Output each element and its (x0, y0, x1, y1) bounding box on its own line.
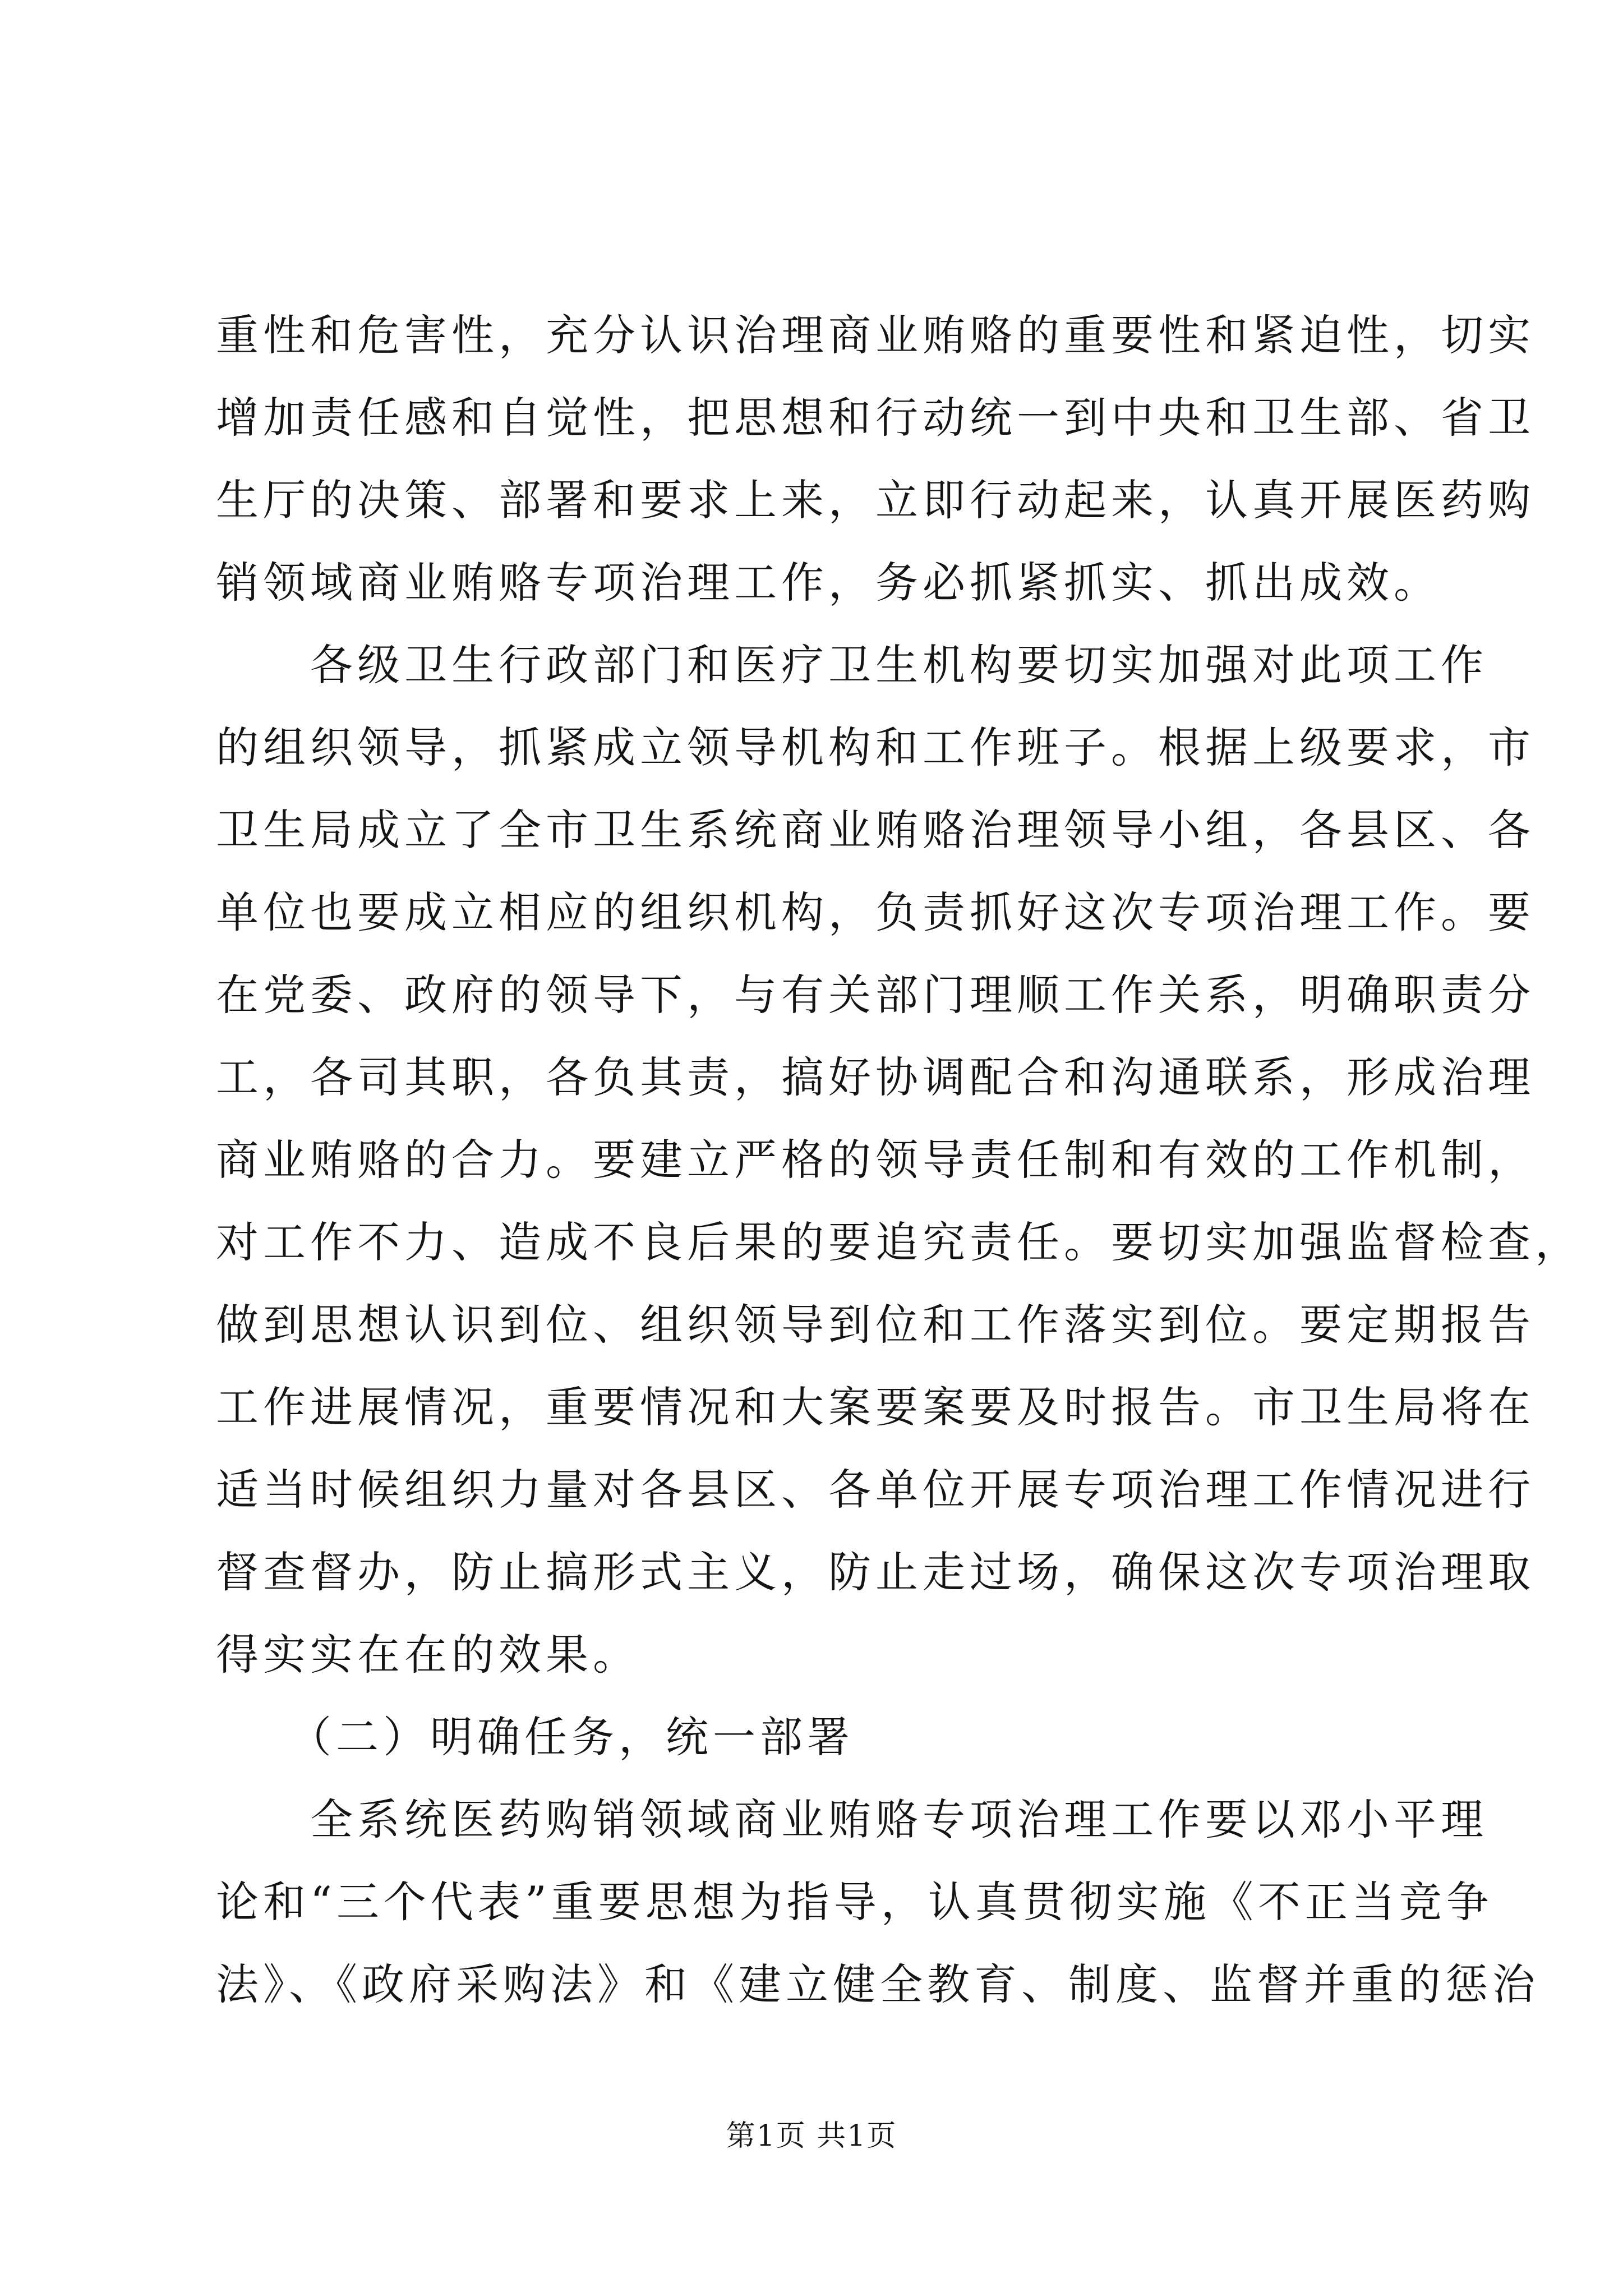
text-line: 工，各司其职，各负其责，搞好协调配合和沟通联系，形成治理 (216, 1052, 1535, 1102)
text-line: 卫生局成立了全市卫生系统商业贿赂治理领导小组，各县区、各 (216, 805, 1535, 855)
text-line: 对工作不力、造成不良后果的要追究责任。要切实加强监督检查， (216, 1217, 1582, 1267)
text-line: 工作进展情况，重要情况和大案要案要及时报告。市卫生局将在 (216, 1382, 1535, 1432)
text-line: 各级卫生行政部门和医疗卫生机构要切实加强对此项工作 (216, 640, 1488, 690)
text-line: 单位也要成立相应的组织机构，负责抓好这次专项治理工作。要 (216, 887, 1535, 937)
text-line: 论和“三个代表”重要思想为指导，认真贯彻实施《不正当竞争 (216, 1877, 1493, 1927)
page-footer: 第1页 共1页 (726, 2119, 897, 2153)
body-text (216, 294, 1582, 2026)
section-heading: （二）明确任务，统一部署 (216, 1712, 854, 1762)
text-line: 得实实在在的效果。 (216, 1630, 640, 1680)
text-line: 全系统医药购销领域商业贿赂专项治理工作要以邓小平理 (216, 1795, 1488, 1844)
text-line: 重性和危害性，充分认识治理商业贿赂的重要性和紧迫性，切实 (216, 310, 1535, 360)
text-line: 适当时候组织力量对各县区、各单位开展专项治理工作情况进行 (216, 1465, 1535, 1515)
text-line: 商业贿赂的合力。要建立严格的领导责任制和有效的工作机制， (216, 1135, 1535, 1185)
text-line: 在党委、政府的领导下，与有关部门理顺工作关系，明确职责分 (216, 970, 1535, 1020)
text-line: 督查督办，防止搞形式主义，防止走过场，确保这次专项治理取 (216, 1547, 1535, 1597)
text-line: 做到思想认识到位、组织领导到位和工作落实到位。要定期报告 (216, 1300, 1535, 1350)
text-line: 增加责任感和自觉性，把思想和行动统一到中央和卫生部、省卫 (216, 393, 1535, 443)
text-line: 生厅的决策、部署和要求上来，立即行动起来，认真开展医药购 (216, 475, 1535, 525)
text-line: 销领域商业贿赂专项治理工作，务必抓紧抓实、抓出成效。 (216, 558, 1441, 608)
text-line: 法》、《政府采购法》和《建立健全教育、制度、监督并重的惩治 (216, 1959, 1539, 2009)
text-line: 的组织领导，抓紧成立领导机构和工作班子。根据上级要求，市 (216, 723, 1535, 772)
